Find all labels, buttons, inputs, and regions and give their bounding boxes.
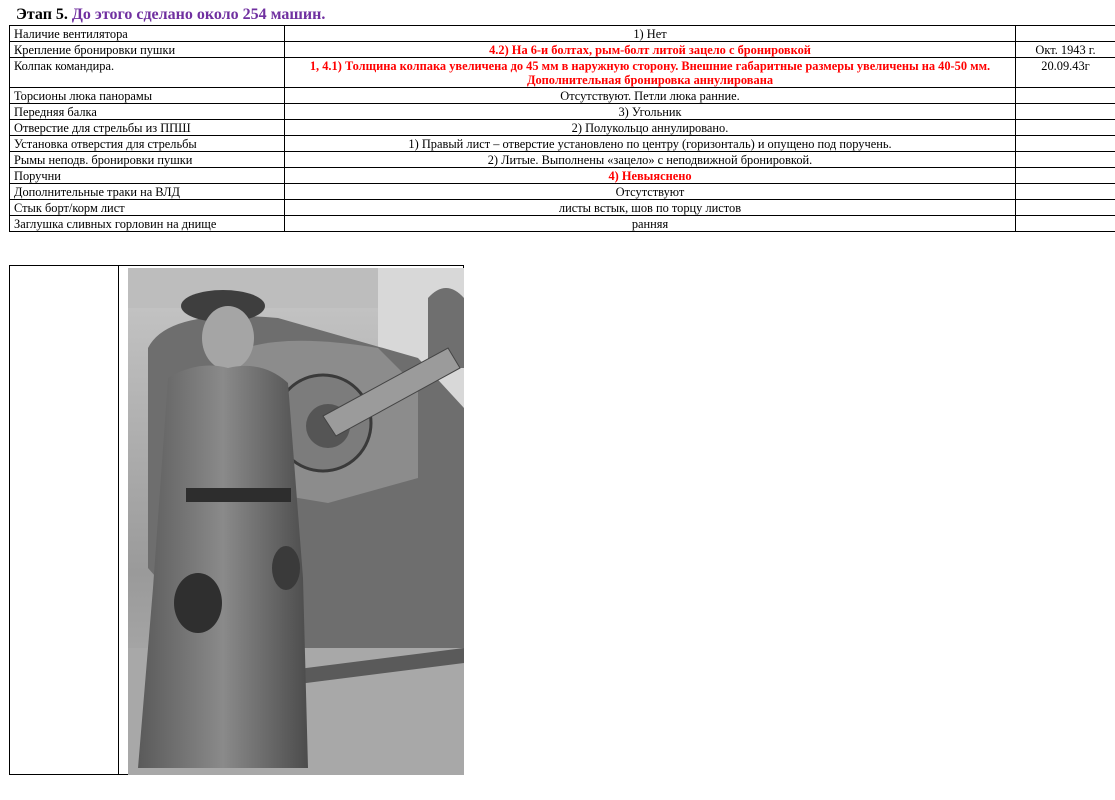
feature-date — [1016, 104, 1115, 120]
historical-photo — [128, 268, 464, 775]
feature-date: 20.09.43г — [1016, 58, 1115, 88]
table-row — [10, 152, 1115, 168]
feature-value: 1, 4.1) Толщина колпака увеличена до 45 мм в наружную сторону. Внешние габаритные размеры увеличены на 40-50 мм. Дополнительная бронировка аннулирована — [285, 58, 1016, 88]
feature-label: Колпак командира. — [10, 58, 285, 88]
table-row — [10, 136, 1115, 152]
feature-date — [1016, 184, 1115, 200]
stage-title: Этап 5. — [16, 6, 68, 23]
feature-value: ранняя — [285, 216, 1016, 232]
table-row — [10, 168, 1115, 184]
feature-label: Установка отверстия для стрельбы — [10, 136, 285, 152]
feature-date — [1016, 88, 1115, 104]
photo-frame — [9, 265, 464, 775]
feature-label: Рымы неподв. бронировки пушки — [10, 152, 285, 168]
table-row — [10, 42, 1115, 58]
feature-date: Окт. 1943 г. — [1016, 42, 1115, 58]
feature-label: Наличие вентилятора — [10, 26, 285, 42]
feature-label: Заглушка сливных горловин на днище — [10, 216, 285, 232]
table-row — [10, 216, 1115, 232]
feature-label: Поручни — [10, 168, 285, 184]
feature-label: Отверстие для стрельбы из ППШ — [10, 120, 285, 136]
officer-belt — [186, 488, 291, 502]
officer-glove — [174, 573, 222, 633]
feature-value: 1) Правый лист – отверстие установлено по центру (горизонталь) и опущено под поручень. — [285, 136, 1016, 152]
table-row — [10, 26, 1115, 42]
feature-label: Крепление бронировки пушки — [10, 42, 285, 58]
feature-table — [9, 25, 1115, 232]
table-row — [10, 184, 1115, 200]
feature-value: 3) Угольник — [285, 104, 1016, 120]
feature-value: Отсутствуют. Петли люка ранние. — [285, 88, 1016, 104]
feature-date — [1016, 200, 1115, 216]
feature-value: 4.2) На 6-и болтах, рым-болт литой зацело с бронировкой — [285, 42, 1016, 58]
officer-face — [202, 306, 254, 370]
officer-glove — [272, 546, 300, 590]
feature-value: Отсутствуют — [285, 184, 1016, 200]
feature-label: Стык борт/корм лист — [10, 200, 285, 216]
table-row — [10, 88, 1115, 104]
feature-date — [1016, 136, 1115, 152]
table-row — [10, 120, 1115, 136]
feature-date — [1016, 216, 1115, 232]
frame-divider — [118, 266, 119, 774]
feature-value: 4) Невыяснено — [285, 168, 1016, 184]
feature-date — [1016, 26, 1115, 42]
table-row — [10, 200, 1115, 216]
feature-date — [1016, 168, 1115, 184]
feature-value: 2) Литые. Выполнены «зацело» с неподвижной бронировкой. — [285, 152, 1016, 168]
stage-heading — [16, 6, 325, 24]
stage-production-note: До этого сделано около 254 машин. — [71, 6, 326, 23]
feature-value: 2) Полукольцо аннулировано. — [285, 120, 1016, 136]
feature-date — [1016, 152, 1115, 168]
table-row — [10, 104, 1115, 120]
table-row — [10, 58, 1115, 88]
feature-label: Передняя балка — [10, 104, 285, 120]
feature-date — [1016, 120, 1115, 136]
feature-value: листы встык, шов по торцу листов — [285, 200, 1016, 216]
feature-label: Дополнительные траки на ВЛД — [10, 184, 285, 200]
feature-value: 1) Нет — [285, 26, 1016, 42]
feature-label: Торсионы люка панорамы — [10, 88, 285, 104]
